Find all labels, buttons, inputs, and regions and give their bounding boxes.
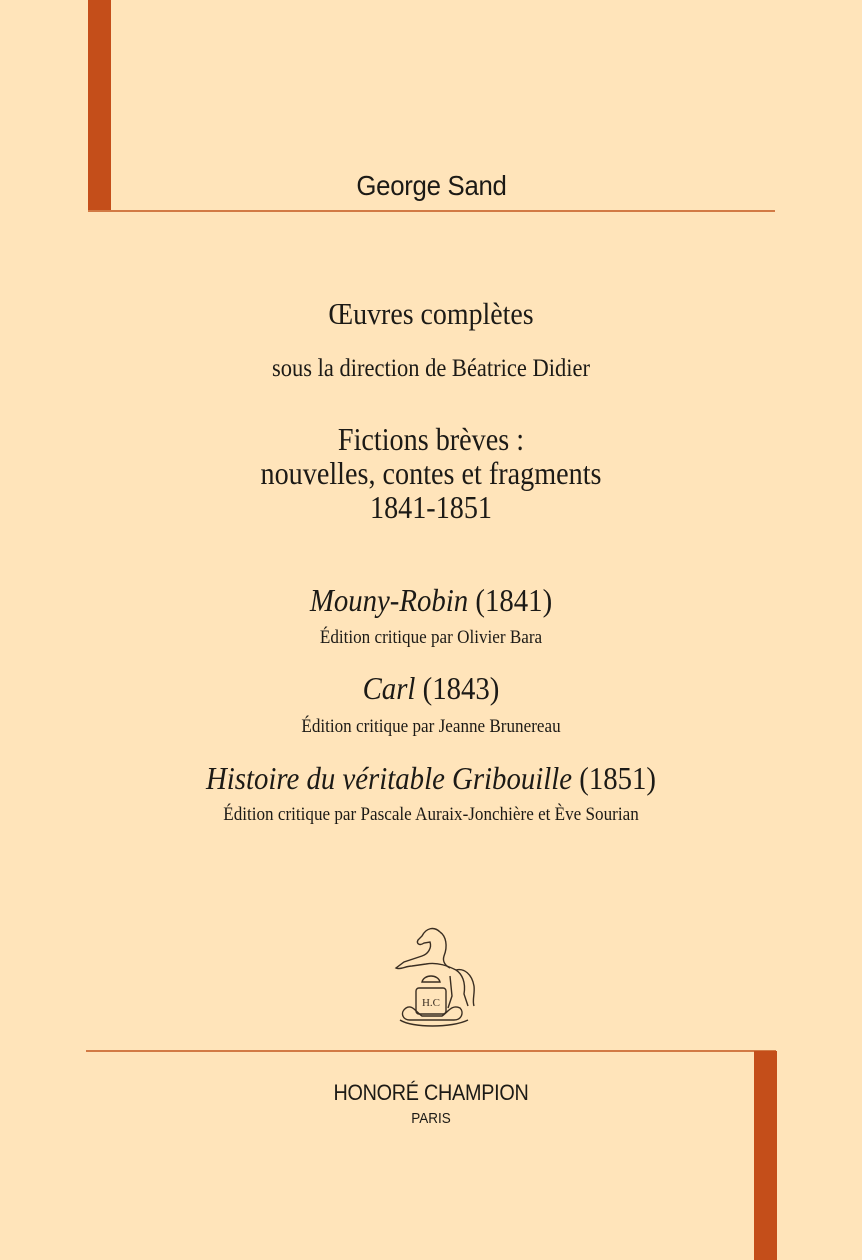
work-title-2: Carl (1843)	[362, 670, 500, 706]
volume-title-line-2: nouvelles, contes et fragments	[260, 455, 602, 491]
top-left-accent-bar	[88, 0, 111, 212]
publisher-name: HONORÉ CHAMPION	[333, 1080, 529, 1105]
top-rule	[88, 210, 775, 212]
series-director: sous la direction de Béatrice Didier	[271, 355, 591, 382]
volume-title-line-3: 1841-1851	[369, 489, 493, 525]
volume-title	[52, 422, 811, 524]
series-title: Œuvres complètes	[328, 296, 534, 331]
work-title-1: Mouny-Robin (1841)	[309, 582, 553, 618]
work-edition-1: Édition critique par Olivier Bara	[319, 627, 543, 648]
publisher-city: PARIS	[411, 1110, 451, 1127]
svg-text:H.C: H.C	[421, 997, 441, 1009]
author-name: George Sand	[356, 170, 507, 201]
work-edition-2: Édition critique par Jeanne Brunereau	[301, 716, 561, 737]
horse-crest-icon	[382, 916, 486, 1036]
work-title-3: Histoire du véritable Gribouille (1851)	[205, 760, 657, 796]
bottom-rule	[86, 1050, 776, 1052]
volume-title-line-1: Fictions brèves :	[337, 421, 525, 457]
work-edition-3: Édition critique par Pascale Auraix-Jonchière et Ève Sourian	[223, 804, 639, 825]
